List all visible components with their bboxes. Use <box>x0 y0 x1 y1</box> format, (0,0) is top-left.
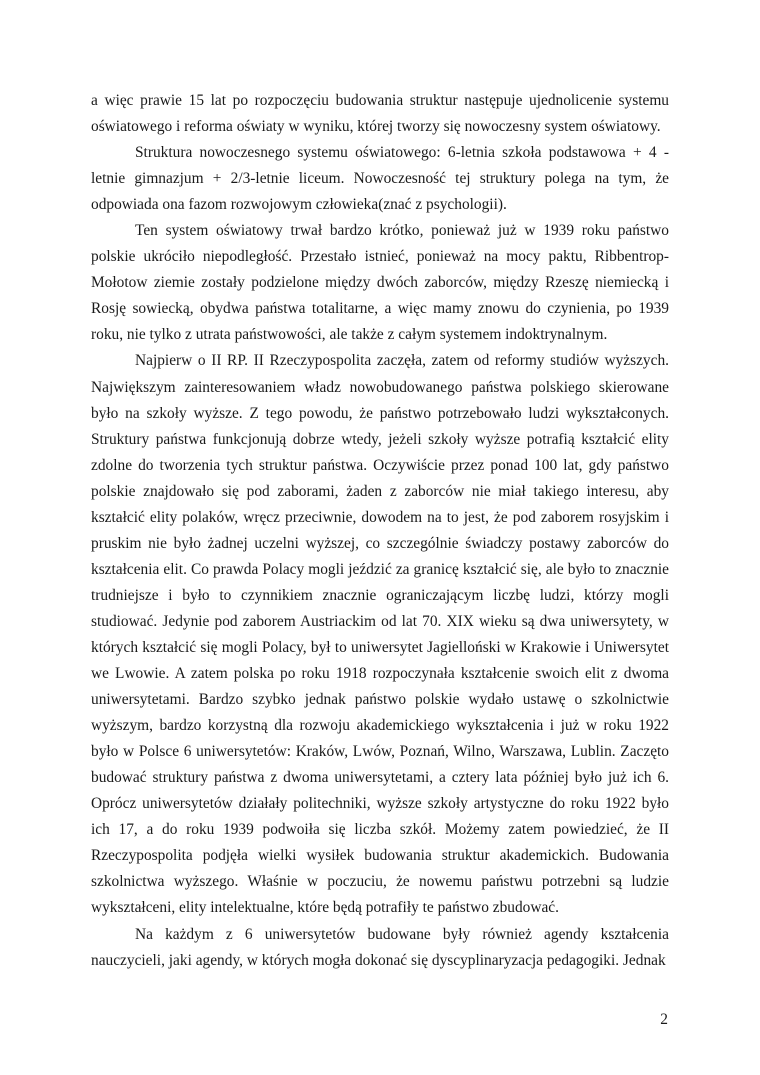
paragraph-structure: Struktura nowoczesnego systemu oświatowego: 6-letnia szkoła podstawowa + 4 -letnie gimnazjum + 2/3-letnie liceum. Nowoczesność tej struktury polega na tym, że odpowiada ona fazom rozwojowym człowieka(znać z psychologii). <box>91 144 669 214</box>
paragraph-universities: Na każdym z 6 uniwersytetów budowane były również agendy kształcenia nauczycieli, jaki agendy, w których mogła dokonać się dyscyplinaryzacja pedagogiki. Jednak <box>91 925 669 969</box>
paragraph-continuation: a więc prawie 15 lat po rozpoczęciu budowania struktur następuje ujednolicenie systemu oświatowego i reforma oświaty w wyniku, której tworzy się nowoczesny system oświatowy. <box>91 92 669 136</box>
paragraph-1939: Ten system oświatowy trwał bardzo krótko, ponieważ już w 1939 roku państwo polskie ukróciło niepodległość. Przestało istnieć, ponieważ na mocy paktu, Ribbentrop-Mołotow ziemie zostały podzielone między dwóch zaborców, między Rzeszę niemiecką i Rosję sowiecką, obydwa państwa totalitarne, a więc mamy znowu do czynienia, po 1939 roku, nie tylko z utrata państwowości, ale także z całym systemem indoktrynalnym. <box>91 222 669 344</box>
body-text <box>91 88 669 974</box>
page-number: 2 <box>660 1011 668 1028</box>
paragraph-second-republic: Najpierw o II RP. II Rzeczypospolita zaczęła, zatem od reformy studiów wyższych. Największym zainteresowaniem władz nowobudowanego państwa polskiego skierowane było na szkoły wyższe. Z tego powodu, że państwo potrzebowało ludzi wykształconych. Struktury państwa funkcjonują dobrze wtedy, jeżeli szkoły wyższe potrafią kształcić elity zdolne do tworzenia tych struktur państwa. Oczywiście przez ponad 100 lat, gdy państwo polskie znajdowało się pod zaborami, żaden z zaborców nie miał takiego interesu, aby kształcić elity polaków, wręcz przeciwnie, dowodem na to jest, że pod zaborem rosyjskim i pruskim nie było żadnej uczelni wyższej, co szczególnie świadczy postawy zaborców do kształcenia elit. Co prawda Polacy mogli jeździć za granicę kształcić się, ale było to znacznie trudniejsze i było to czynnikiem znacznie ograniczającym liczbę ludzi, którzy mogli studiować. Jedynie pod zaborem Austriackim od lat 70. XIX wieku są dwa uniwersytety, w których kształcić się mogli Polacy, był to uniwersytet Jagielloński w Krakowie i Uniwersytet we Lwowie. A zatem polska po roku 1918 rozpoczynała kształcenie swoich elit z dwoma uniwersytetami. Bardzo szybko jednak państwo polskie wydało ustawę o szkolnictwie wyższym, bardzo korzystną dla rozwoju akademickiego wykształcenia i już w roku 1922 było w Polsce 6 uniwersytetów: Kraków, Lwów, Poznań, Wilno, Warszawa, Lublin. Zaczęto budować struktury państwa z dwoma uniwersytetami, a cztery lata później było już ich 6. Oprócz uniwersytetów działały politechniki, wyższe szkoły artystyczne do roku 1922 było ich 17, a do roku 1939 podwoiła się liczba szkół. Możemy zatem powiedzieć, że II Rzeczypospolita podjęła wielki wysiłek budowania struktur akademickich. Budowania szkolnictwa wyższego. Właśnie w poczuciu, że nowemu państwu potrzebni są ludzie wykształceni, elity intelektualne, które będą potrafiły te państwo zbudować. <box>91 352 669 917</box>
